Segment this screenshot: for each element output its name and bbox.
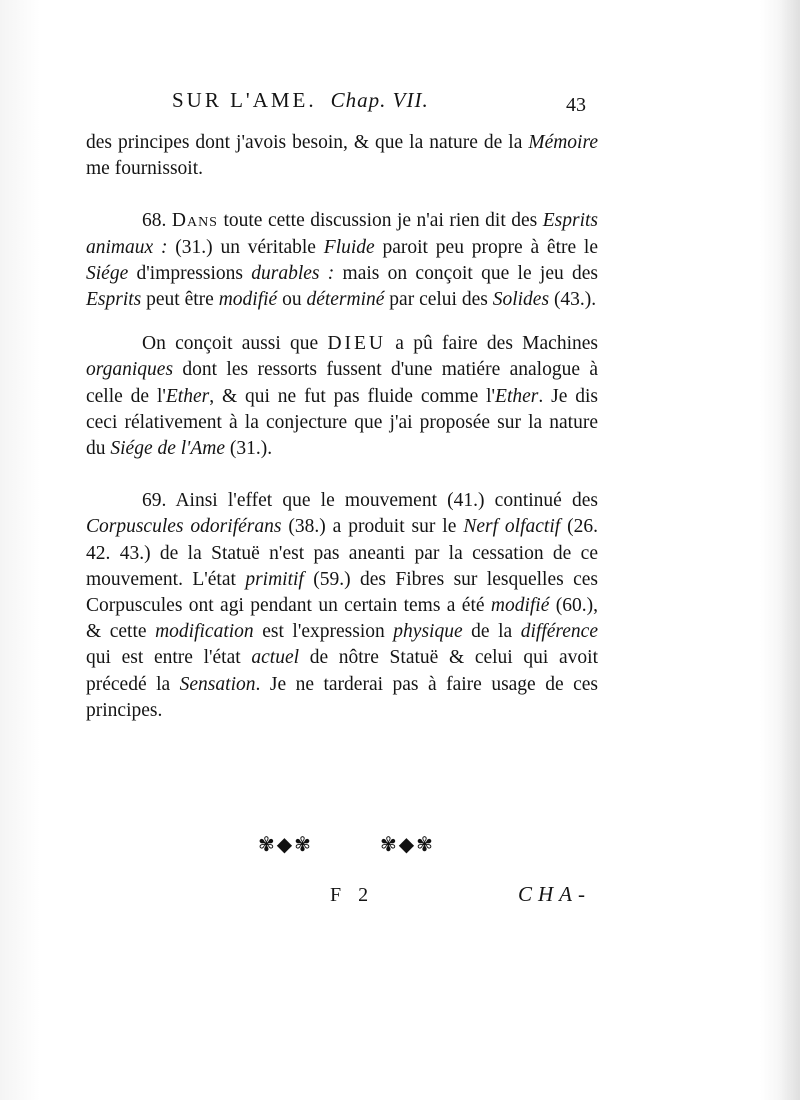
fleuron-ornament-icon: ✾◆✾ bbox=[258, 834, 313, 856]
capitals-run: DIEU bbox=[327, 333, 387, 355]
text-run: (31.) un véritable bbox=[167, 236, 324, 258]
paragraph-69 bbox=[86, 488, 598, 724]
paragraph-number: 69. bbox=[142, 490, 167, 512]
text-run: (60.), & cette bbox=[86, 595, 598, 643]
italic-run: physique bbox=[393, 621, 463, 643]
text-run: mais on conçoit que le jeu des bbox=[334, 262, 598, 284]
italic-run: Esprits bbox=[86, 289, 142, 311]
text-run: (31.). bbox=[225, 438, 273, 460]
italic-run: Siége de l'Ame bbox=[110, 438, 225, 460]
text-run: (26. 42. 43.) de la Statuë n'est pas aneanti par la cessation de ce mouvement. L'état bbox=[86, 516, 598, 590]
text-run: . Je ne tarderai pas à faire usage de ces principes. bbox=[86, 673, 598, 721]
italic-run: primitif bbox=[245, 568, 304, 590]
text-run: . Je dis ceci rélativement à la conjecture que j'ai proposée sur la nature du bbox=[86, 385, 598, 460]
italic-run: Ether bbox=[165, 385, 210, 407]
text-run: dont les ressorts fussent d'une matiére analogue à celle de l' bbox=[86, 359, 598, 407]
italic-run: Esprits animaux : bbox=[86, 210, 599, 258]
text-run: On conçoit aussi que bbox=[142, 333, 328, 355]
italic-run: modifié bbox=[490, 595, 550, 617]
italic-run: Solides bbox=[492, 289, 550, 311]
catchword: CHA- bbox=[518, 882, 591, 906]
text-run: de nôtre Statuë & celui qui avoit précedé la bbox=[86, 647, 598, 695]
italic-run: différence bbox=[520, 621, 598, 643]
text-run: (43.). bbox=[549, 289, 597, 311]
running-head-title: SUR L'AME. bbox=[172, 88, 317, 112]
text-run: qui est entre l'état bbox=[86, 647, 252, 669]
body-text bbox=[86, 130, 598, 724]
text-run: par celui des bbox=[384, 289, 493, 311]
page-edge-shadow bbox=[778, 0, 800, 1100]
text-run: Ainsi l'effet que le mouvement (41.) continué des bbox=[166, 490, 598, 512]
paragraph-dieu bbox=[86, 331, 598, 462]
paragraph-lead-word: Dans bbox=[171, 210, 218, 232]
text-run: est l'expression bbox=[253, 621, 394, 643]
fleuron-ornament-icon: ✾◆✾ bbox=[380, 834, 435, 856]
italic-run: modifié bbox=[218, 289, 278, 311]
text-run: peut être bbox=[141, 289, 219, 311]
text-run: des principes dont j'avois besoin, & que la nature de la bbox=[86, 132, 529, 153]
text-run: (38.) a produit sur le bbox=[281, 516, 464, 538]
text-run: d'impressions bbox=[128, 262, 252, 284]
italic-run: Mémoire bbox=[528, 132, 598, 153]
page-number: 43 bbox=[566, 94, 586, 116]
italic-run: Ether bbox=[495, 385, 539, 407]
signature-mark: F 2 bbox=[330, 884, 375, 906]
text-run: a pû faire des Machines bbox=[386, 333, 598, 355]
paragraph-continuation bbox=[86, 130, 598, 182]
text-run: paroit peu propre à être le bbox=[374, 236, 599, 258]
italic-run: Nerf olfactif bbox=[463, 516, 561, 538]
italic-run: Corpuscules odoriférans bbox=[86, 516, 282, 538]
paragraph-number: 68. bbox=[142, 210, 167, 232]
italic-run: durables : bbox=[251, 262, 335, 284]
text-run: toute cette discussion je n'ai rien dit des bbox=[217, 210, 543, 232]
italic-run: modification bbox=[155, 621, 254, 643]
italic-run: Siége bbox=[86, 262, 129, 284]
italic-run: déterminé bbox=[306, 289, 385, 311]
italic-run: Sensation bbox=[179, 673, 256, 695]
running-head bbox=[172, 88, 429, 113]
paragraph-68 bbox=[86, 208, 598, 313]
text-run: de la bbox=[462, 621, 521, 643]
ornament-row bbox=[0, 832, 800, 862]
text-run: , & qui ne fut pas fluide comme l' bbox=[209, 385, 496, 407]
text-run: me fournissoit. bbox=[86, 158, 203, 180]
italic-run: Fluide bbox=[323, 236, 375, 258]
text-run: (59.) des Fibres sur lesquelles ces Corpuscules ont agi pendant un certain tems a été bbox=[86, 568, 599, 617]
running-head-chapter: Chap. VII. bbox=[330, 88, 429, 112]
italic-run: organiques bbox=[86, 359, 174, 381]
text-run: ou bbox=[277, 289, 307, 311]
italic-run: actuel bbox=[251, 647, 300, 669]
